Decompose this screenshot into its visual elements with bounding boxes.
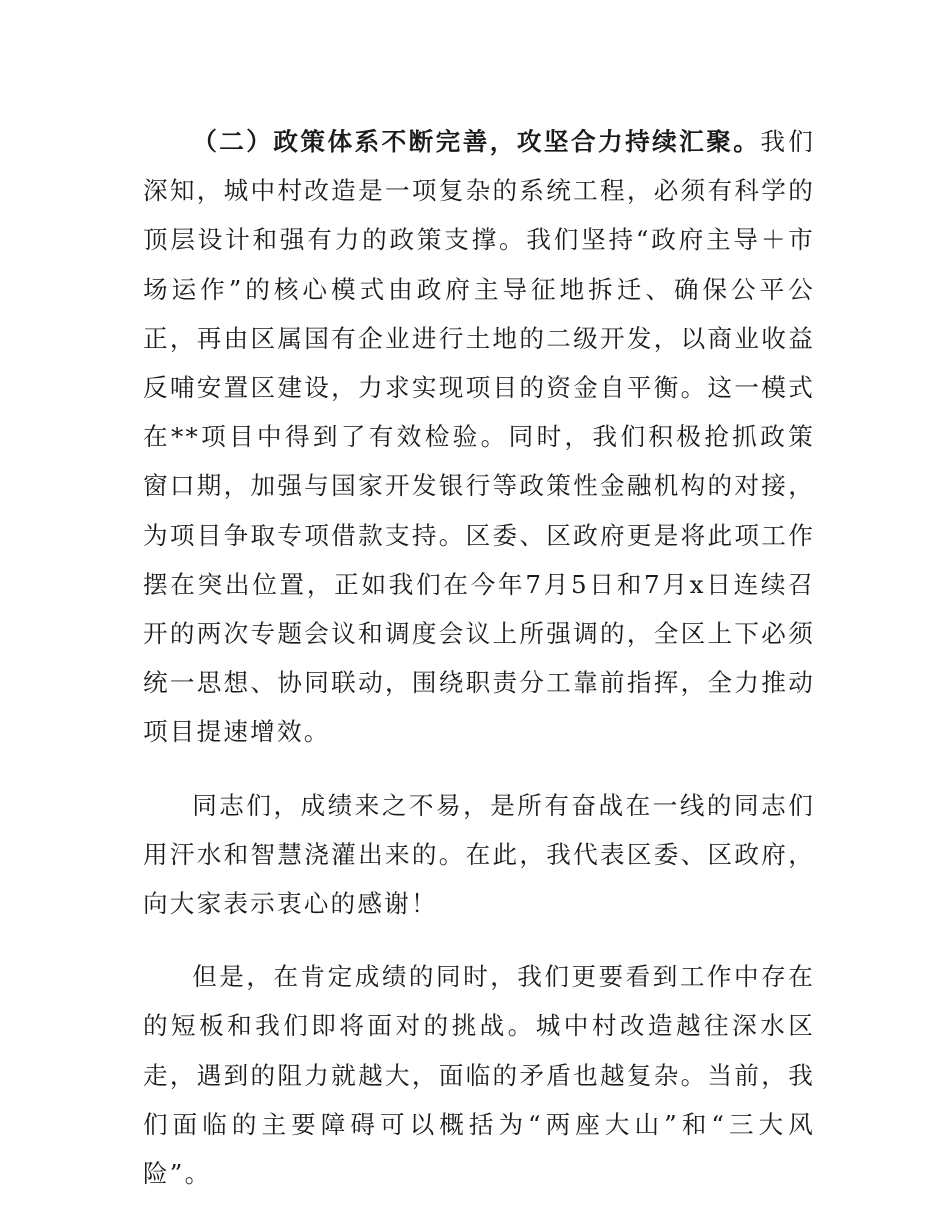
paragraph-policy-system [143,117,815,757]
paragraph-text: 我们深知，城中村改造是一项复杂的系统工程，必须有科学的顶层设计和强有力的政策支撑。我们坚持“政府主导＋市场运作”的核心模式由政府主导征地拆迁、确保公平公正，再由区属国有企业进行土地的二级开发，以商业收益反哺安置区建设，力求实现项目的资金自平衡。这一模式在**项目中得到了有效检验。同时，我们积极抢抓政策窗口期，加强与国家开发银行等政策性金融机构的对接，为项目争取专项借款支持。区委、区政府更是将此项工作摆在突出位置，正如我们在今年7月5日和7月x日连续召开的两次专题会议和调度会议上所强调的，全区上下必须统一思想、协同联动，围绕职责分工靠前指挥，全力推动项目提速增效。 [143,127,815,747]
paragraph-text: 同志们，成绩来之不易，是所有奋战在一线的同志们用汗水和智慧浇灌出来的。在此，我代表区委、区政府，向大家表示衷心的感谢！ [143,790,815,919]
paragraph-thanks [143,781,815,929]
paragraph-text: 但是，在肯定成绩的同时，我们更要看到工作中存在的短板和我们即将面对的挑战。城中村改造越往深水区走，遇到的阻力就越大，面临的矛盾也越复杂。当前，我们面临的主要障碍可以概括为“两座大山”和“三大风险”。 [143,962,815,1189]
section-heading: （二）政策体系不断完善，攻坚合力持续汇聚。 [192,127,761,156]
document-body [143,117,815,1198]
paragraph-challenges [143,952,815,1198]
